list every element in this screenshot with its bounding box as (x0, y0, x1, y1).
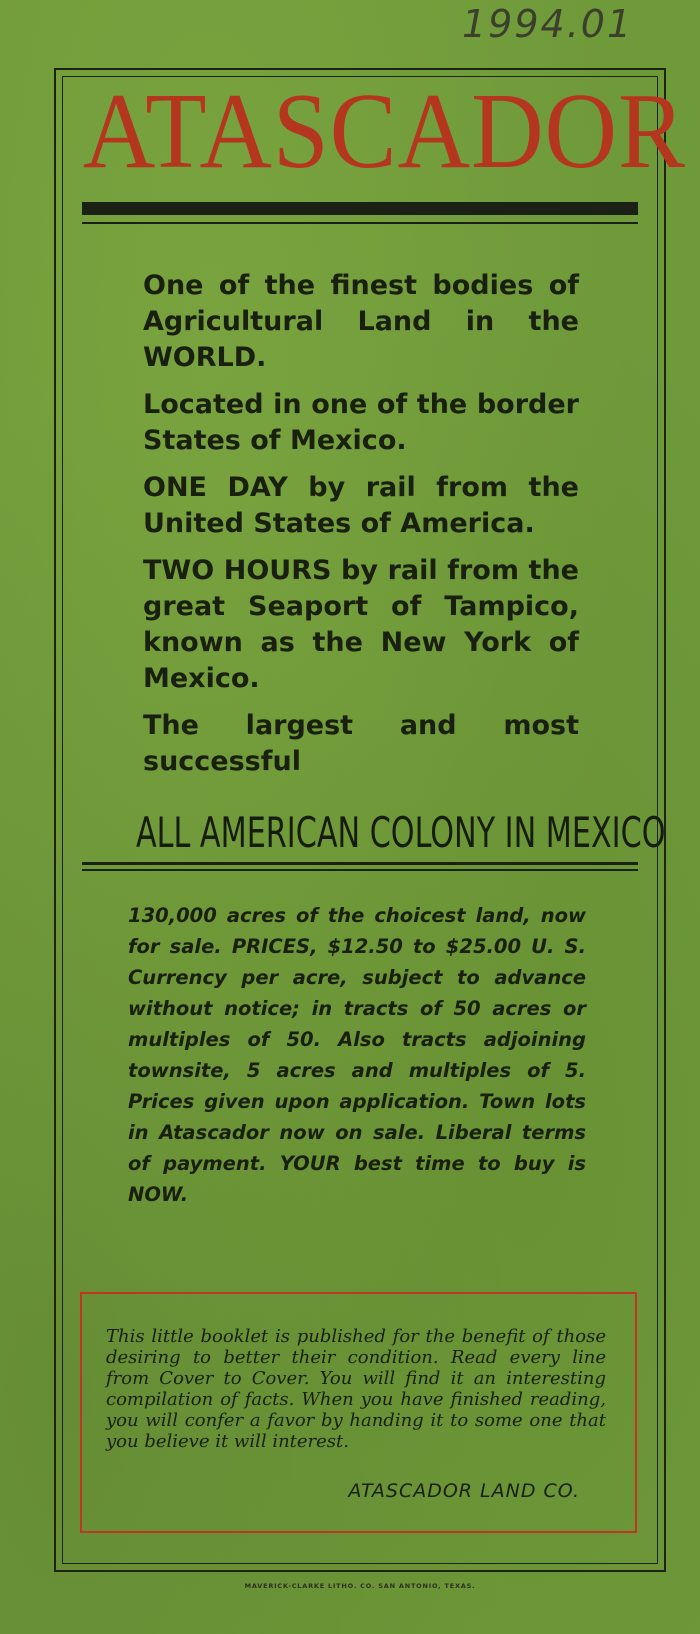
title-rule-thick (82, 202, 638, 215)
title-rule-thin (82, 222, 638, 224)
claim-two-hours-tampico: TWO HOURS by rail from the great Seaport of Tampico, known as the New York of Mexico. (143, 555, 579, 694)
printer-credit: MAVERICK-CLARKE LITHO. CO. SAN ANTONIO, TEXAS. (244, 1582, 476, 1590)
archive-accession-number: 1994.01 (462, 2, 634, 46)
page-title: ATASCADOR (82, 72, 686, 191)
claim-finest-land: One of the finest bodies of Agricultural Land in the WORLD. (143, 270, 579, 373)
claims-list (143, 268, 579, 791)
claim-one-day-rail: ONE DAY by rail from the United States of America. (143, 472, 579, 539)
booklet-notice-text: This little booklet is published for the benefit of those desiring to better their condition. Read every line from Cover to Cover. You will find it an interesting compilation of facts. When you have finished reading, you will confer a favor by handing it to some one that you believe it will interest. (106, 1326, 606, 1452)
heading-rule-2 (82, 869, 638, 871)
heading-rule-1 (82, 862, 638, 865)
claim-largest-colony: The largest and most successful (143, 710, 579, 777)
prices-paragraph: 130,000 acres of the choicest land, now for sale. PRICES, $12.50 to $25.00 U. S. Currency per acre, subject to advance without notice; in tracts of 50 acres or multiples of 50. Also tracts adjoining townsite, 5 acres and multiples of 5. Prices given upon application. Town lots in Atascador now on sale. Liberal terms of payment. YOUR best time to buy is NOW. (128, 904, 586, 1206)
claim-border-state: Located in one of the border States of Mexico. (143, 389, 579, 456)
colony-heading: ALL AMERICAN COLONY IN MEXICO (136, 808, 666, 857)
signature: ATASCADOR LAND CO. (348, 1480, 580, 1502)
